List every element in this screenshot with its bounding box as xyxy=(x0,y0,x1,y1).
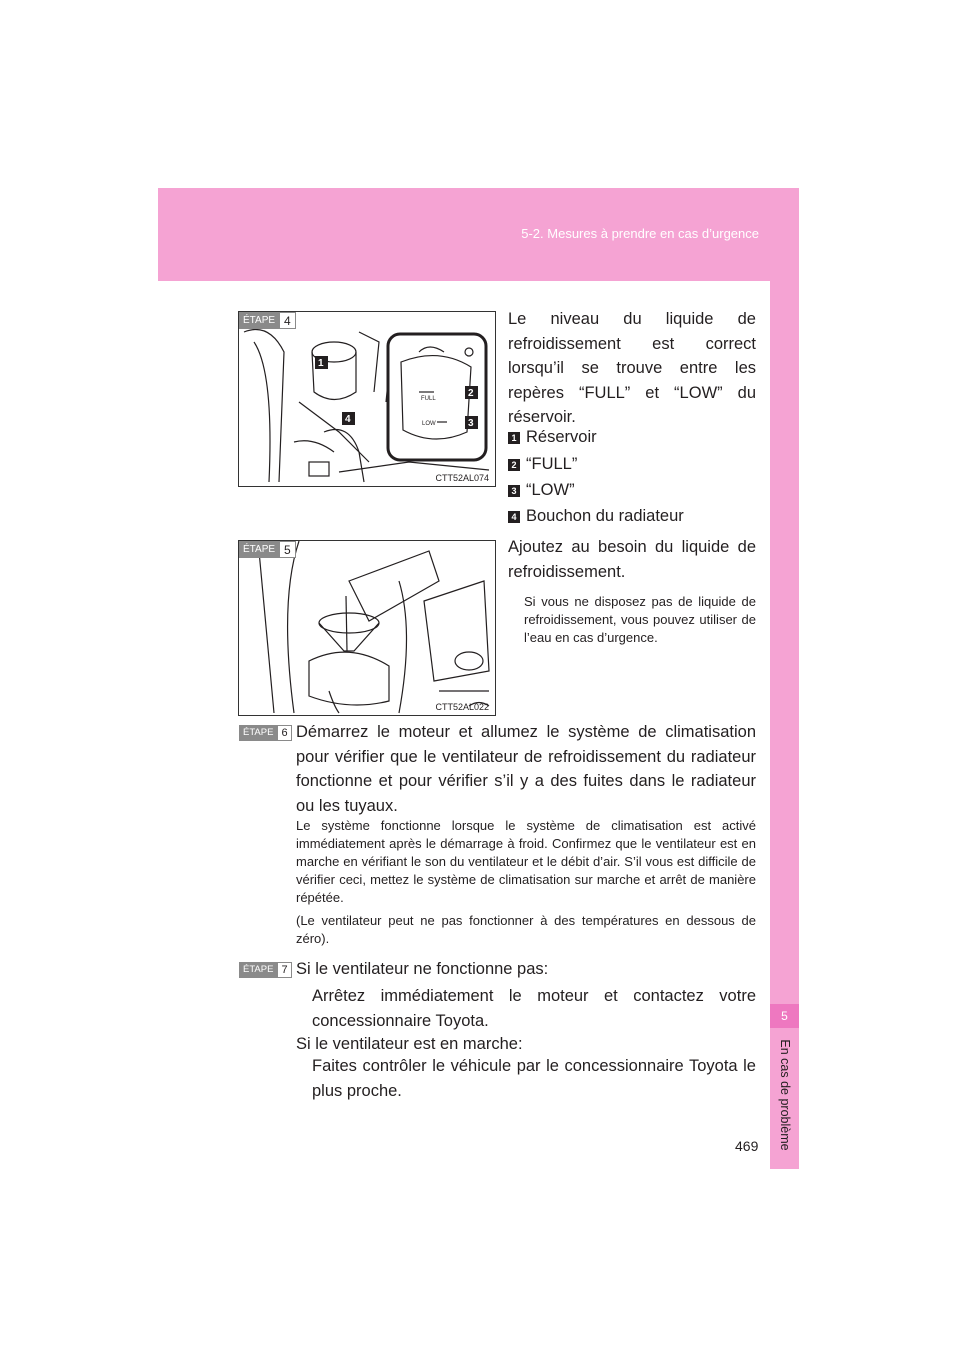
section-title: 5-2. Mesures à prendre en cas d’urgence xyxy=(521,226,759,241)
step-badge-4: ÉTAPE 4 xyxy=(239,312,296,329)
fig-full-label: FULL xyxy=(421,396,436,402)
legend-item-4: 4 Bouchon du radiateur xyxy=(508,507,684,526)
callout-4: 4 xyxy=(345,414,351,425)
step7-condition-1: Si le ventilateur ne fonctionne pas: xyxy=(296,960,549,978)
step-badge-6: ÉTAPE 6 xyxy=(239,725,292,741)
engine-reservoir-illustration xyxy=(239,312,495,486)
callout-3: 3 xyxy=(468,418,474,429)
chapter-side-tab xyxy=(770,281,799,1169)
page-number: 469 xyxy=(735,1138,759,1154)
step-badge-5: ÉTAPE 5 xyxy=(239,541,296,558)
step7-action-1: Arrêtez immédiatement le moteur et contactez votre concessionnaire Toyota. xyxy=(312,987,756,1030)
callout-2: 2 xyxy=(468,388,474,399)
step6-note: Le système fonctionne lorsque le système de climatisation est activé immédiatement après le démarrage à froid. Confirmez que le ventilateur est en marche en vérifiant le son du ventilateur et le débit d’air. S’il vous est difficile de vérifier ceci, mettez le système de climatisation sur marche et arrêt de manière répétée. xyxy=(296,818,756,905)
step7-condition-2: Si le ventilateur est en marche: xyxy=(296,1035,523,1053)
coolant-filling-illustration xyxy=(239,541,495,715)
figure-code: CTT52AL022 xyxy=(435,702,489,712)
step7-action-2: Faites contrôler le véhicule par le concessionnaire Toyota le plus proche. xyxy=(312,1057,756,1100)
chapter-number: 5 xyxy=(770,1004,799,1028)
legend-item-1: 1 Réservoir xyxy=(508,428,597,447)
fig-low-label: LOW xyxy=(422,421,436,427)
step5-text: Ajoutez au besoin du liquide de refroidissement. xyxy=(508,538,756,581)
step-badge-7: ÉTAPE 7 xyxy=(239,962,292,978)
figure-code: CTT52AL074 xyxy=(435,473,489,483)
figure-step-5 xyxy=(238,540,496,716)
callout-1: 1 xyxy=(318,358,324,369)
step5-note: Si vous ne disposez pas de liquide de refroidissement, vous pouvez utiliser de l’eau en cas d’urgence. xyxy=(524,594,756,645)
legend-item-3: 3 “LOW” xyxy=(508,481,575,500)
step4-text: Le niveau du liquide de refroidissement est correct lorsqu’il se trouve entre les repères “FULL” et “LOW” du réservoir. xyxy=(508,310,756,426)
chapter-label: En cas de problème xyxy=(777,1039,792,1151)
header-bar xyxy=(158,188,799,281)
step6-text: Démarrez le moteur et allumez le système de climatisation pour vérifier que le ventilateur de refroidissement du radiateur fonctionne et pour vérifier s’il y a des fuites dans le radiateur ou les tuyaux. xyxy=(296,723,756,815)
legend-item-2: 2 “FULL” xyxy=(508,455,577,474)
figure-step-4 xyxy=(238,311,496,487)
step6-note-2: (Le ventilateur peut ne pas fonctionner à des températures en dessous de zéro). xyxy=(296,913,756,946)
